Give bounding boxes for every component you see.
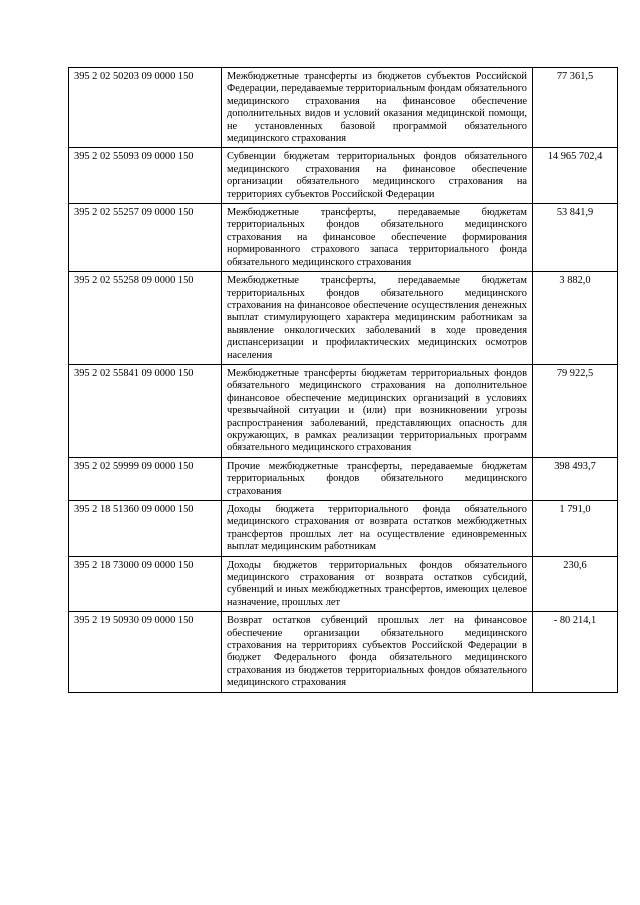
amount-cell: 14 965 702,4 xyxy=(533,148,618,204)
budget-code-cell: 395 2 02 50203 09 0000 150 xyxy=(69,68,222,148)
amount-cell: 53 841,9 xyxy=(533,204,618,272)
budget-code-cell: 395 2 18 73000 09 0000 150 xyxy=(69,556,222,612)
amount-cell: 230,6 xyxy=(533,556,618,612)
table-row xyxy=(69,556,618,612)
amount-cell: 77 361,5 xyxy=(533,68,618,148)
budget-code-cell: 395 2 18 51360 09 0000 150 xyxy=(69,501,222,557)
amount-cell: 79 922,5 xyxy=(533,364,618,457)
table-row xyxy=(69,364,618,457)
table-row xyxy=(69,272,618,365)
budget-code-cell: 395 2 02 55257 09 0000 150 xyxy=(69,204,222,272)
income-description-cell: Доходы бюджетов территориальных фондов обязательного медицинского страхования от возврата остатков субсидий, субвенций и иных межбюджетных трансфертов, имеющих целевое назначение, прошлых лет xyxy=(222,556,533,612)
table-row xyxy=(69,148,618,204)
table-row xyxy=(69,501,618,557)
table-row xyxy=(69,612,618,692)
income-description-cell: Возврат остатков субвенций прошлых лет на финансовое обеспечение организации обязательного медицинского страхования на территориях субъектов Российской Федерации в бюджет Федерального фонда обязательного медицинского страхования из бюджетов территориальных фондов обязательного медицинского страхования xyxy=(222,612,533,692)
income-description-cell: Субвенции бюджетам территориальных фондов обязательного медицинского страхования на финансовое обеспечение организации обязательного медицинского страхования на территориях субъектов Российской Федерации xyxy=(222,148,533,204)
table-row xyxy=(69,457,618,500)
income-description-cell: Межбюджетные трансферты, передаваемые бюджетам территориальных фондов обязательного медицинского страхования на финансовое обеспечение формирования нормированного страхового запаса территориального фонда обязательного медицинского страхования xyxy=(222,204,533,272)
budget-income-table xyxy=(68,67,618,693)
income-description-cell: Межбюджетные трансферты, передаваемые бюджетам территориальных фондов обязательного медицинского страхования на финансовое обеспечение осуществления денежных выплат стимулирующего характера медицинским работникам за выявление онкологических заболеваний в ходе проведения диспансеризации и профилактических медицинских осмотров населения xyxy=(222,272,533,365)
amount-cell: 398 493,7 xyxy=(533,457,618,500)
budget-code-cell: 395 2 19 50930 09 0000 150 xyxy=(69,612,222,692)
budget-code-cell: 395 2 02 55093 09 0000 150 xyxy=(69,148,222,204)
table-row xyxy=(69,68,618,148)
income-description-cell: Межбюджетные трансферты бюджетам территориальных фондов обязательного медицинского страхования на дополнительное финансовое обеспечение медицинских организаций в условиях чрезвычайной ситуации и (или) при возникновении угрозы распространения заболеваний, представляющих опасность для окружающих, в рамках реализации территориальных программ обязательного медицинского страхования xyxy=(222,364,533,457)
table-row xyxy=(69,204,618,272)
amount-cell: 1 791,0 xyxy=(533,501,618,557)
budget-code-cell: 395 2 02 55258 09 0000 150 xyxy=(69,272,222,365)
budget-code-cell: 395 2 02 55841 09 0000 150 xyxy=(69,364,222,457)
income-description-cell: Прочие межбюджетные трансферты, передаваемые бюджетам территориальных фондов обязательного медицинского страхования xyxy=(222,457,533,500)
amount-cell: 3 882,0 xyxy=(533,272,618,365)
budget-code-cell: 395 2 02 59999 09 0000 150 xyxy=(69,457,222,500)
income-description-cell: Доходы бюджета территориального фонда обязательного медицинского страхования от возврата остатков межбюджетных трансфертов прошлых лет на осуществление единовременных выплат медицинским работникам xyxy=(222,501,533,557)
amount-cell: - 80 214,1 xyxy=(533,612,618,692)
income-description-cell: Межбюджетные трансферты из бюджетов субъектов Российской Федерации, передаваемые территориальным фондам обязательного медицинского страхования на финансовое обеспечение дополнительных видов и условий оказания медицинской помощи, не установленных базовой программой обязательного медицинского страхования xyxy=(222,68,533,148)
